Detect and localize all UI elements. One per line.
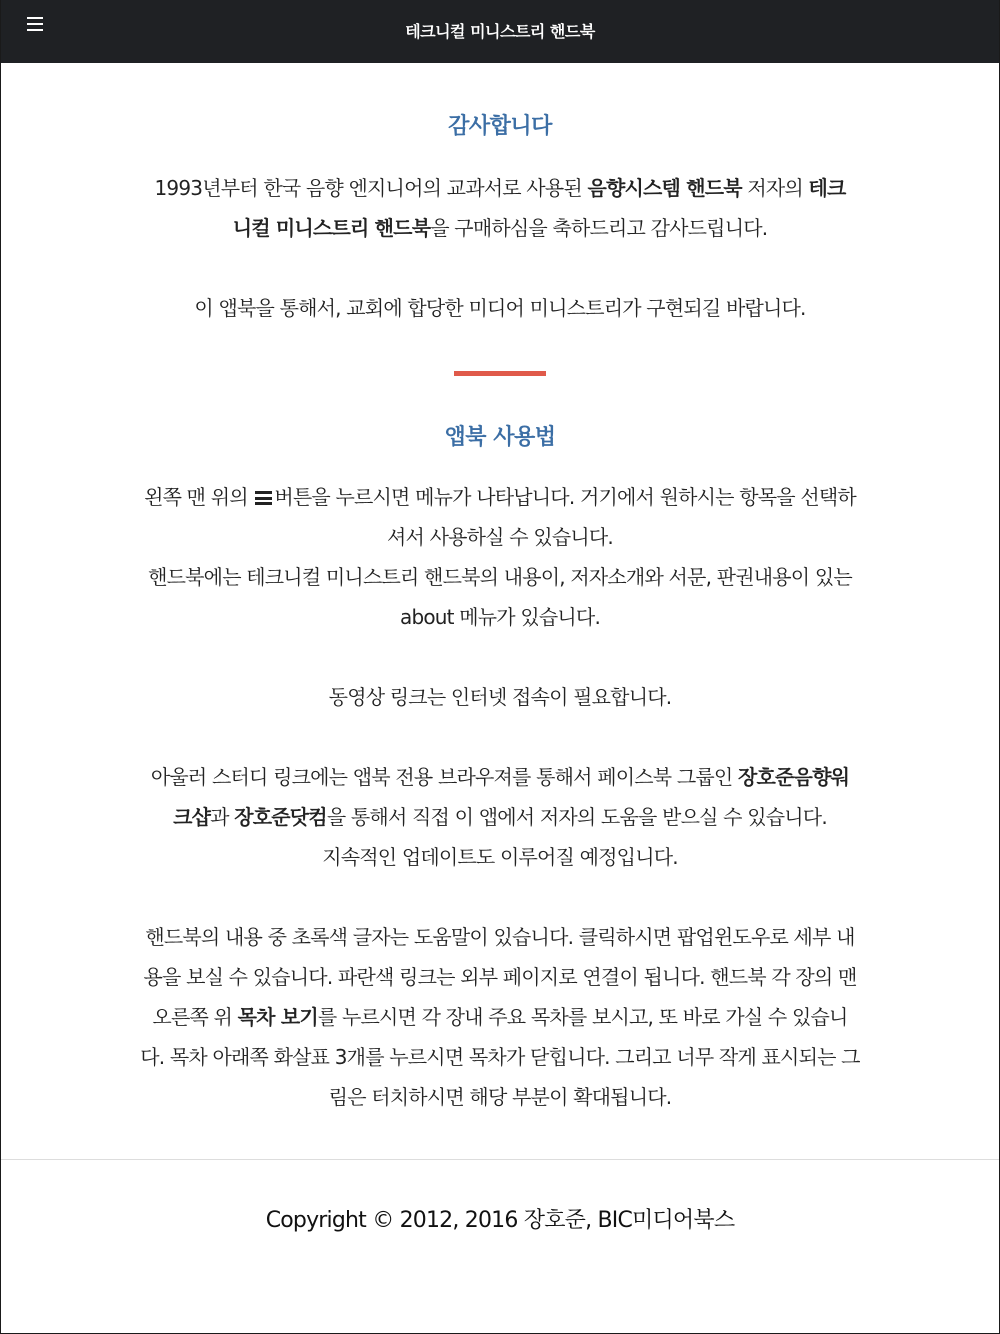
main-content bbox=[1, 63, 999, 1117]
usage-paragraph-1: 왼쪽 맨 위의 버튼을 누르시면 메뉴가 나타납니다. 거기에서 원하시는 항목을 선택하 셔서 사용하실 수 있습니다. 핸드북에는 테크니컬 미니스트리 핸드북의 내용이, 저자소개와 서문, 판권내용이 있는 about 메뉴가 있습니다. bbox=[144, 485, 856, 629]
footer-divider bbox=[1, 1159, 999, 1160]
hamburger-icon bbox=[255, 491, 272, 505]
copyright-text: Copyright © 2012, 2016 장호준, BIC미디어북스 bbox=[265, 1208, 735, 1233]
app-title: 테크니컬 미니스트리 핸드북 bbox=[405, 22, 595, 41]
top-navigation-bar bbox=[1, 0, 999, 63]
thanks-paragraph-2: 이 앱북을 통해서, 교회에 합당한 미디어 미니스트리가 구현되길 바랍니다. bbox=[194, 296, 806, 320]
usage-title: 앱북 사용법 bbox=[444, 425, 556, 450]
usage-paragraph-3: 아울러 스터디 링크에는 앱북 전용 브라우져를 통해서 페이스북 그룹인 장호준음향워 크샵과 장호준닷컴을 통해서 직접 이 앱에서 저자의 도움을 받으실 수 있습니다. 지속적인 업데이트도 이루어질 예정입니다. bbox=[150, 765, 850, 869]
thanks-paragraph: 1993년부터 한국 음향 엔지니어의 교과서로 사용된 음향시스템 핸드북 저자의 테크 니컬 미니스트리 핸드북을 구매하심을 축하드리고 감사드립니다. bbox=[154, 176, 846, 240]
usage-paragraph-2: 동영상 링크는 인터넷 접속이 필요합니다. bbox=[328, 685, 672, 709]
thanks-title: 감사합니다 bbox=[448, 114, 552, 139]
usage-paragraph-4: 핸드북의 내용 중 초록색 글자는 도움말이 있습니다. 클릭하시면 팝업윈도우로 세부 내 용을 보실 수 있습니다. 파란색 링크는 외부 페이지로 연결이 됩니다. 핸드북 각 장의 맨 오른쪽 위 목차 보기를 누르시면 각 장내 주요 목차를 보시고, 또 바로 가실 수 있습니 다. 목차 아래쪽 화살표 3개를 누르시면 목차가 닫힙니다. 그리고 너무 작게 표시되는 그 림은 터치하시면 해당 부분이 확대됩니다. bbox=[140, 925, 860, 1109]
